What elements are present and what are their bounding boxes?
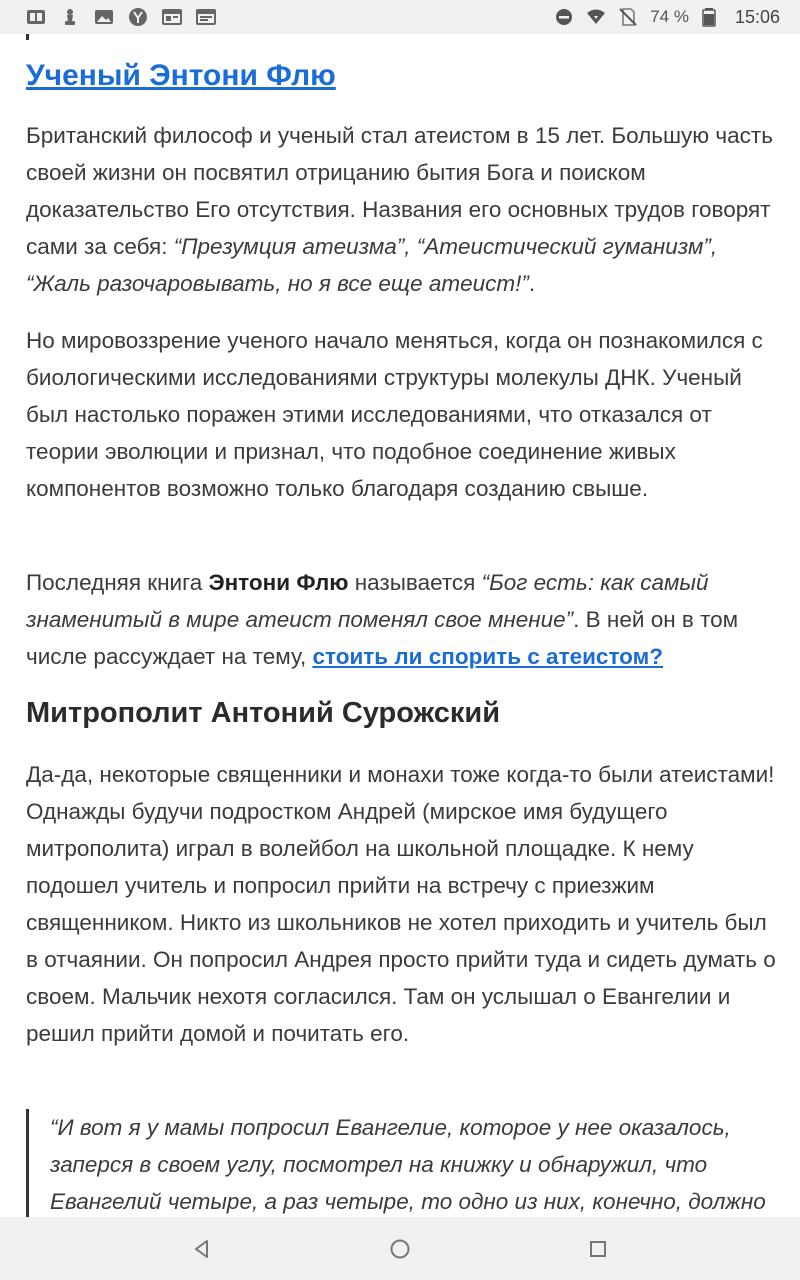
- do-not-disturb-icon: [554, 7, 574, 27]
- home-icon: [389, 1238, 411, 1260]
- gallery-icon: [94, 7, 114, 27]
- news-icon: [162, 7, 182, 27]
- chess-icon: [60, 7, 80, 27]
- battery-icon: [699, 7, 719, 27]
- status-bar-notifications: [26, 7, 230, 27]
- paragraph-text: . В ней он в том числе рассуждает на тему,: [26, 607, 739, 669]
- section-heading-antony: Митрополит Антоний Сурожский: [26, 697, 501, 729]
- home-button[interactable]: [380, 1229, 420, 1269]
- paragraph-antony-story: Да-да, некоторые священники и монахи тоже когда-то были атеистами! Однажды будучи подростком Андрей (мирское имя будущего митрополита) играл в волейбол на школьной площадке. К нему подошел учитель и попросил прийти на встречу с приезжим священником. Никто из школьников не хотел приходить и учитель был в отчаянии. Он попросил Андрея просто прийти туда и сидеть думать о своем. Мальчик нехотя согласился. Там он услышал о Евангелии и решил прийти домой и почитать его.: [26, 762, 776, 1046]
- paragraph-text: называется: [348, 570, 482, 595]
- recents-icon: [587, 1238, 609, 1260]
- status-bar: [0, 0, 800, 34]
- book-titles: “Презумция атеизма”, “Атеистический гуманизм”, “Жаль разочаровывать, но я все еще атеист!”: [26, 234, 718, 296]
- blockquote-text: “И вот я у мамы попросил Евангелие, которое у нее оказалось, заперся в своем углу, посмотрел на книжку и обнаружил, что Евангелий четыре, а раз четыре, то одно из них, конечно, должно: [50, 1115, 766, 1214]
- article-link-atheist-debate[interactable]: стоить ли спорить с атеистом?: [312, 644, 663, 669]
- paragraph-flew-dna: Но мировоззрение ученого начало меняться, когда он познакомился с биологическими исследованиями структуры молекулы ДНК. Ученый был настолько поражен этими исследованиями, что отказался от теории эволюции и признал, что подобное соединение живых компонентов возможно только благодаря созданию свыше.: [26, 328, 763, 501]
- wifi-icon: [586, 7, 606, 27]
- section-heading-link-flew[interactable]: Ученый Энтони Флю: [26, 59, 336, 92]
- blockquote: [26, 1109, 786, 1217]
- recents-button[interactable]: [578, 1229, 618, 1269]
- book-title: “Бог есть: как самый знаменитый в мире атеист поменял свое мнение”: [26, 570, 709, 632]
- paragraph-flew-book: [26, 564, 776, 675]
- paragraph-text: Британский философ и ученый стал атеистом в 15 лет. Большую часть своей жизни он посвятил отрицанию бытия Бога и поиском доказательство Его отсутствия. Названия его основных трудов говорят сами за себя:: [26, 123, 773, 259]
- paragraph-flew-intro: [26, 117, 776, 302]
- browser-icon: [196, 7, 216, 27]
- author-name: Энтони Флю: [208, 570, 349, 595]
- clock: 15:06: [734, 6, 780, 27]
- divider: [26, 34, 29, 40]
- navigation-bar: [0, 1217, 800, 1280]
- paragraph-text: Последняя книга: [26, 570, 209, 595]
- battery-percent: 74 %: [650, 7, 689, 26]
- status-bar-system: [554, 7, 780, 28]
- back-button[interactable]: [182, 1229, 222, 1269]
- no-sim-icon: [618, 7, 638, 27]
- yandex-icon: [128, 7, 148, 27]
- article-content[interactable]: [0, 34, 800, 1217]
- reader-icon: [26, 7, 46, 27]
- back-icon: [191, 1238, 213, 1260]
- paragraph-end: .: [528, 271, 536, 296]
